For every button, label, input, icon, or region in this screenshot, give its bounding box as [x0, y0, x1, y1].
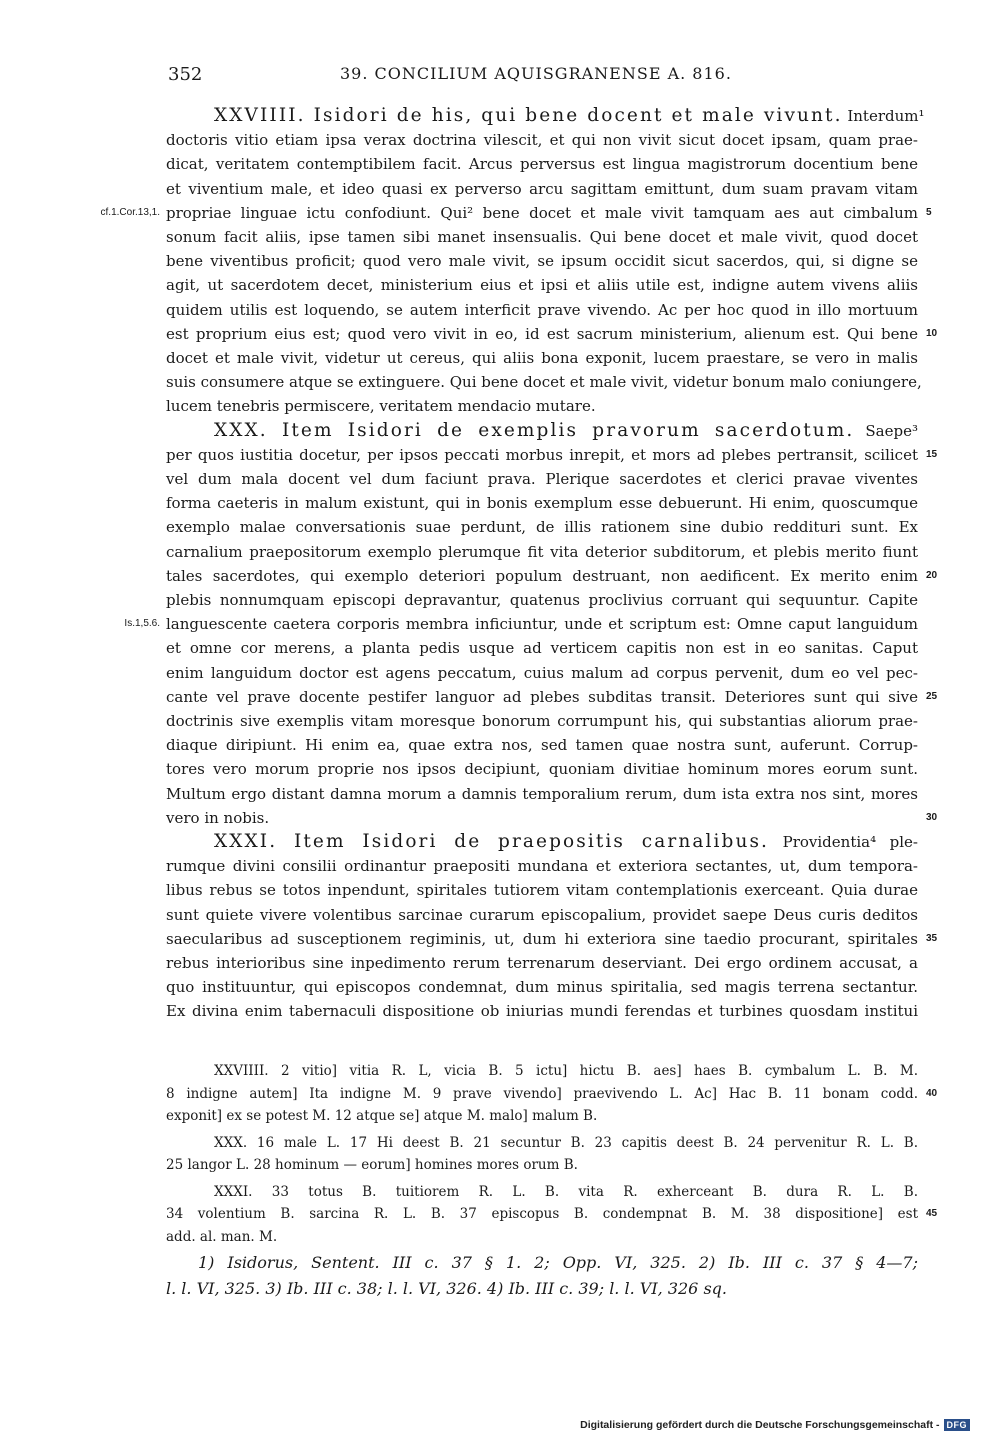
text-line	[166, 540, 918, 564]
text-line	[166, 661, 918, 685]
line-text: vel dum mala docent vel dum faciunt prava. Plerique sacerdotes et clerici pravae viventes	[166, 470, 918, 488]
line-text: rebus interioribus sine inpedimento rerum terrenarum deserviant. Dei ergo ordinem accusat, a	[166, 954, 918, 972]
apparatus-line: 8 indigne autem] Ita indigne M. 9 prave vivendo] praevivendo L. Ac] Hac B. 11 bonam codd.	[166, 1085, 918, 1102]
line-text: languescente caetera corporis membra inficiuntur, unde et scriptum est: Omne caput languidum	[166, 615, 918, 634]
line-text: Saepe³	[865, 421, 918, 440]
apparatus-line: add. al. man. M.	[166, 1228, 278, 1245]
text-line	[166, 975, 918, 999]
text-line	[166, 757, 918, 781]
text-line	[166, 733, 918, 757]
line-text: vero in nobis.	[166, 808, 270, 827]
line-text: Interdum¹	[847, 107, 925, 125]
text-line	[166, 927, 918, 951]
text-line	[166, 201, 918, 225]
apparatus-line: exponit] ex se potest M. 12 atque se] atque M. malo] malum B.	[166, 1108, 598, 1124]
line-text: agit, ut sacerdotem decet, ministerium eius et ipsi et aliis utile est, indigne autem vivens aliis	[166, 276, 918, 295]
line-text: exemplo malae conversationis suae perdunt, de illis rationem sine dubio reddituri sunt. Ex	[166, 518, 918, 537]
apparatus-line: 25 langor L. 28 hominum — eorum] homines mores orum B.	[166, 1157, 578, 1173]
text-line	[166, 878, 918, 902]
line-text: tales sacerdotes, qui exemplo deteriori populum destruant, non aedificent. Ex merito enim	[166, 566, 918, 585]
text-line	[166, 225, 918, 249]
chapter-heading-line	[166, 419, 918, 443]
text-line	[166, 685, 918, 709]
text-line	[166, 612, 918, 636]
line-text: quidem utilis est loquendo, se autem interficit prave vivendo. Ac per hoc quod in illo mortuum	[166, 300, 918, 319]
footnote-line: l. l. VI, 325. 3) Ib. III c. 38; l. l. VI, 326. 4) Ib. III c. 39; l. l. VI, 326 sq.	[166, 1279, 727, 1298]
text-line	[166, 128, 918, 152]
chapter-heading-line	[166, 104, 925, 128]
line-text: enim languidum doctor est agens peccatum, cuius malum ad corpus pervenit, dum eo vel pec-	[166, 663, 918, 682]
digitization-footer	[580, 1419, 970, 1431]
line-number: 45	[926, 1208, 938, 1219]
text-line	[166, 322, 918, 346]
text-line	[166, 564, 918, 588]
line-text: docet et male vivit, videtur ut cereus, qui aliis bona exponit, lucem praestare, se vero in malis	[166, 349, 918, 367]
line-number: 25	[926, 690, 938, 702]
line-text: sunt quiete vivere volentibus sarcinae curarum episcopalium, providet saepe Deus curis deditos	[166, 905, 918, 924]
apparatus-line: XXXI. 33 totus B. tuitiorem R. L. B. vita R. exherceant B. dura R. L. B.	[214, 1183, 918, 1200]
text-line	[166, 709, 918, 733]
text-line	[166, 782, 918, 806]
line-text: plebis nonnumquam episcopi depravantur, quatenus proclivius corruant qui sequuntur. Capite	[166, 591, 918, 609]
line-number: 40	[926, 1087, 938, 1099]
line-number: 35	[926, 932, 938, 944]
line-text: sonum facit aliis, ipse tamen sibi manet insensualis. Qui bene docet et male vivit, quod docet	[166, 228, 918, 246]
line-number: 10	[926, 327, 938, 339]
line-number: 5	[926, 206, 932, 218]
line-text: Providentia⁴ ple-	[782, 833, 918, 851]
line-text: rumque divini consilii ordinantur praepositi mundana et exteriora sectantes, ut, dum tempora-	[166, 857, 918, 876]
chapter-title: XXVIIII. Isidori de his, qui bene docent et male vivunt.	[214, 105, 843, 126]
text-line	[166, 951, 918, 975]
text-line	[166, 346, 918, 370]
line-text: doctoris vitio etiam ipsa verax doctrina vilescit, et qui non vivit sicut docet ipsam, quam prae-	[166, 131, 918, 150]
dfg-logo-icon: DFG	[944, 1419, 971, 1431]
text-line	[166, 249, 918, 273]
text-line	[166, 806, 918, 830]
line-text: dicat, veritatem contemptibilem facit. Arcus perversus est lingua magistrorum docentium bene	[166, 155, 918, 174]
chapter-title: XXXI. Item Isidori de praepositis carnalibus.	[214, 831, 770, 852]
apparatus-line: XXVIIII. 2 vitio] vitia R. L, vicia B. 5 ictu] hictu B. aes] haes B. cymbalum L. B. M.	[214, 1063, 918, 1079]
text-line	[166, 177, 918, 201]
line-text: quo instituuntur, qui episcopos condemnat, dum minus spiritalia, sed magis terrena sectantur.	[166, 978, 918, 997]
line-number: 15	[926, 448, 938, 460]
line-text: cante vel prave docente pestifer languor ad plebes subditas transit. Deteriores sunt qui sive	[166, 687, 918, 706]
line-text: saecularibus ad susceptionem regiminis, ut, dum hi exteriora sine taedio procurant, spiritales	[166, 929, 918, 948]
line-text: Ex divina enim tabernaculi dispositione ob iniurias mundi ferendas et turbines quosdam institui	[166, 1002, 918, 1021]
line-text: et viventium male, et ideo quasi ex perverso arcu sagittam emittunt, dum suam pravam vitam	[166, 179, 918, 198]
apparatus-line: XXX. 16 male L. 17 Hi deest B. 21 secuntur B. 23 capitis deest B. 24 pervenitur R. L. B.	[214, 1134, 918, 1151]
line-text: tores vero morum proprie nos ipsos decipiunt, quoniam divitiae hominum mores eorum sunt.	[166, 760, 918, 779]
line-text: Multum ergo distant damna morum a damnis temporalium rerum, dum ista extra nos sint, mores	[166, 784, 918, 803]
text-line	[166, 152, 918, 176]
line-text: suis consumere atque se extinguere. Qui bene docet et male vivit, videtur bonum malo coniungere,	[166, 373, 922, 392]
running-title: 39. CONCILIUM AQUISGRANENSE A. 816.	[340, 64, 732, 83]
line-text: propriae linguae ictu confodiunt. Qui² bene docet et male vivit tamquam aes aut cimbalum	[166, 203, 918, 222]
line-number: 30	[926, 811, 938, 823]
page-number: 352	[168, 64, 203, 85]
line-text: per quos iustitia docetur, per ipsos peccati morbus inrepit, et mors ad plebes pertransit, scilicet	[166, 445, 918, 464]
text-line	[166, 443, 918, 467]
text-line	[166, 999, 918, 1023]
line-text: diaque diripiunt. Hi enim ea, quae extra nos, sed tamen quae nostra sunt, auferunt. Corrup-	[166, 736, 918, 755]
text-line	[166, 903, 918, 927]
text-line	[166, 854, 918, 878]
marginal-reference: Is.1,5.6.	[124, 618, 160, 630]
text-line	[166, 273, 918, 297]
line-text: bene viventibus proficit; quod vero male vivit, se ipsum occidit sicut sacerdos, qui, si digne se	[166, 252, 918, 271]
text-line	[166, 467, 918, 491]
line-text: est proprium eius est; quod vero vivit in eo, id est sacrum ministerium, alienum est. Qui bene	[166, 324, 918, 343]
text-line	[166, 370, 922, 394]
line-text: lucem tenebris permiscere, veritatem mendacio mutare.	[166, 397, 596, 416]
chapter-heading-line	[166, 830, 918, 854]
text-line	[166, 298, 918, 322]
text-line	[166, 394, 918, 418]
line-text: doctrinis sive exemplis vitam moresque bonorum corrumpunt his, qui substantias aliorum prae-	[166, 712, 918, 730]
apparatus-line: 34 volentium B. sarcina R. L. B. 37 episcopus B. condempnat B. M. 38 dispositione] est	[166, 1206, 918, 1222]
line-text: carnalium praepositorum exemplo plerumque fit vita deterior subditorum, et plebis merito fiunt	[166, 542, 918, 561]
marginal-reference: cf.1.Cor.13,1.	[100, 206, 160, 218]
line-number: 20	[926, 569, 938, 581]
text-line	[166, 588, 918, 612]
footnote-line: 1) Isidorus, Sentent. III c. 37 § 1. 2; Opp. VI, 325. 2) Ib. III c. 37 § 4—7;	[198, 1253, 918, 1272]
text-line	[166, 515, 918, 539]
line-text: libus rebus se totos inpendunt, spiritales tutiorem vitam contemplationis exerceant. Quia durae	[166, 881, 918, 900]
text-line	[166, 636, 918, 660]
line-text: et omne cor merens, a planta pedis usque ad verticem capitis non est in eo sanitas. Caput	[166, 639, 918, 658]
chapter-title: XXX. Item Isidori de exemplis pravorum sacerdotum.	[214, 419, 855, 441]
digitization-note: Digitalisierung gefördert durch die Deutsche Forschungsgemeinschaft -	[580, 1419, 940, 1431]
line-text: forma caeteris in malum existunt, qui in bonis exemplum esse debuerunt. Hi enim, quoscumque	[166, 494, 918, 513]
text-line	[166, 491, 918, 515]
